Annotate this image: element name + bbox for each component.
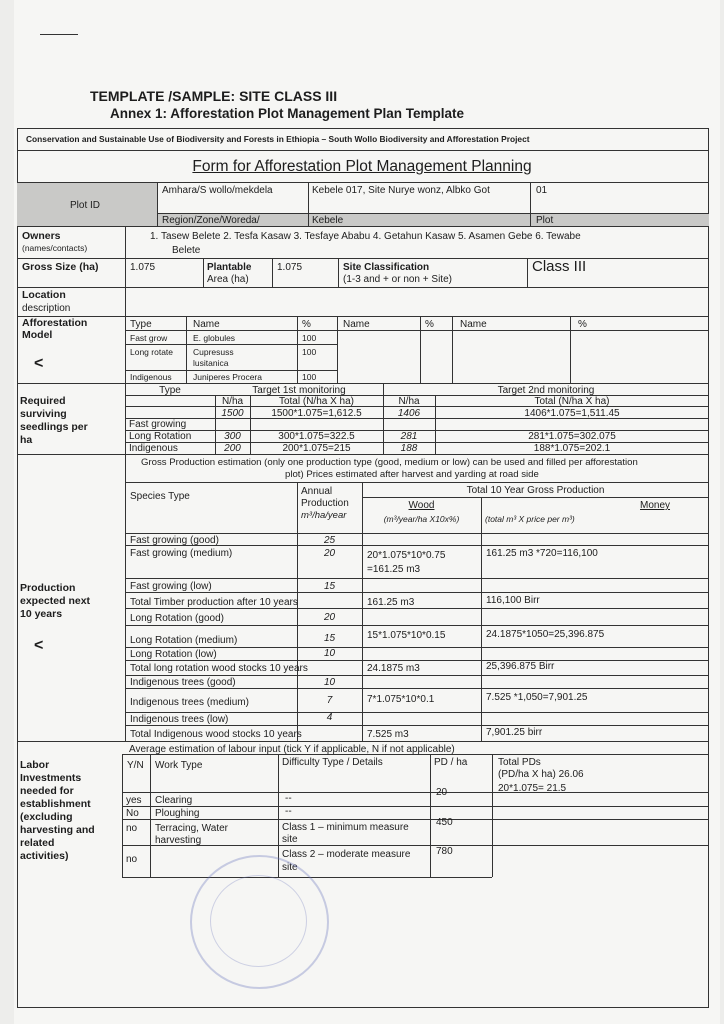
total-row: Total Timber production after 10 years [130, 597, 298, 608]
labor-pd: 780 [436, 846, 453, 857]
target-1-header: Target 1st monitoring [252, 385, 346, 396]
annual-value: 10 [323, 677, 336, 688]
rule [530, 182, 531, 226]
wood-calc-result: =161.25 m3 [367, 564, 421, 575]
rule [17, 316, 709, 317]
seedlings-type: Long Rotation [129, 431, 192, 442]
seedlings-type-header: Type [159, 385, 181, 396]
rule [527, 258, 528, 287]
rule [17, 182, 709, 183]
plantable-unit: Area (ha) [207, 274, 249, 285]
rule [125, 608, 709, 609]
wood-total: 161.25 m3 [367, 597, 415, 608]
wood-calc: 7*1.075*10*0.1 [367, 694, 435, 705]
yn-header: Y/N [127, 760, 144, 771]
total-2-header: Total (N/ha X ha) [534, 396, 610, 407]
wood-formula-header: (m³/year/ha X10x%) [383, 514, 460, 524]
annual-header-cont: Production [301, 498, 349, 509]
rule [570, 316, 571, 383]
rule [17, 454, 709, 455]
total-pd-calc: 20*1.075= 21.5 [498, 783, 567, 794]
seedlings-n2: 281 [400, 431, 418, 442]
annual-value: 20 [323, 548, 336, 559]
model-pct-header-2: % [425, 319, 434, 330]
rule [337, 316, 338, 383]
location-label: Location [22, 289, 66, 301]
labor-work: Clearing [155, 795, 193, 806]
site-class-label: Site Classification [343, 262, 430, 273]
official-stamp-inner [210, 875, 307, 967]
wood-calc: 20*1.075*10*0.75 [367, 550, 446, 561]
rule [157, 213, 709, 214]
difficulty-header: Difficulty Type / Details [282, 757, 383, 768]
labor-pd: 450 [436, 817, 453, 828]
labor-difficulty: -- [285, 793, 292, 804]
money-total: 25,396.875 Birr [486, 661, 555, 672]
kebele-label: Kebele [312, 215, 344, 226]
model-name-header-2: Name [343, 319, 370, 330]
money-total: 7,901.25 birr [486, 727, 543, 738]
species-row: Indigenous trees (medium) [130, 697, 249, 708]
rule [308, 182, 309, 226]
labor-pd: 20 [436, 787, 448, 798]
annex-heading: Annex 1: Afforestation Plot Management Plan Template [110, 106, 465, 121]
labor-yn: yes [126, 795, 142, 806]
rule [452, 316, 453, 383]
rule [338, 258, 339, 287]
rule [420, 316, 421, 383]
region-value: Amhara/S wollo/mekdela [162, 185, 273, 196]
labor-difficulty: Class 1 – minimum measure [282, 822, 409, 833]
seedlings-n2: 1406 [397, 408, 421, 419]
wood-header: Wood [408, 500, 435, 511]
site-class-sub: (1-3 and + or non + Site) [343, 274, 452, 285]
labor-note: Average estimation of labour input (tick Y if applicable, N if not applicable) [129, 744, 455, 755]
work-type-header: Work Type [155, 760, 203, 771]
model-pct-header-3: % [578, 319, 587, 330]
seedlings-label: seedlings per [20, 421, 88, 433]
money-header: Money [640, 500, 671, 511]
species-row: Indigenous trees (low) [130, 714, 229, 725]
rule [272, 258, 273, 287]
rule [125, 647, 709, 648]
location-sublabel: description [22, 303, 71, 314]
plot-id-label: Plot ID [70, 200, 101, 211]
margin-mark: < [34, 637, 44, 654]
money-calc: 24.1875*1050=25,396.875 [486, 629, 605, 640]
labor-work-cont: harvesting [155, 835, 202, 846]
rule [125, 578, 709, 579]
annual-value: 10 [323, 648, 336, 659]
form-title: Form for Afforestation Plot Management Planning [192, 158, 532, 175]
plot-number: 01 [536, 185, 548, 196]
model-species: Juniperes Procera [193, 372, 262, 382]
owners-list: 1. Tasew Belete 2. Tesfa Kasaw 3. Tesfaye Ababu 4. Getahun Kasaw 5. Asamen Gebe 6. Tewabe [150, 231, 581, 242]
seedlings-total1: 300*1.075=322.5 [278, 431, 355, 442]
rule [122, 819, 709, 820]
model-type: Fast grow [130, 333, 168, 343]
total-pd-sub: (PD/ha X ha) 26.06 [498, 769, 584, 780]
seedlings-type: Fast growing [129, 419, 187, 430]
annual-value: 4 [326, 712, 333, 723]
plantable-value: 1.075 [277, 262, 303, 273]
species-row: Fast growing (medium) [130, 548, 233, 559]
wood-total: 24.1875 m3 [367, 663, 420, 674]
annual-value: 15 [323, 633, 336, 644]
model-pct-header: % [302, 319, 311, 330]
species-row: Fast growing (low) [130, 581, 212, 592]
species-row: Long Rotation (low) [130, 649, 217, 660]
seedlings-label: Required [20, 395, 66, 407]
rule [125, 660, 709, 661]
seedlings-total2: 281*1.075=302.075 [528, 431, 616, 442]
owners-sublabel: (names/contacts) [22, 243, 88, 253]
rule [122, 806, 709, 807]
rule [122, 792, 709, 793]
plot-label: Plot [536, 215, 554, 226]
rule [125, 656, 126, 741]
seedlings-total1: 200*1.075=215 [282, 443, 351, 454]
rule [122, 754, 123, 877]
model-species: E. globules [193, 333, 236, 343]
rule [122, 754, 709, 755]
total-1-header: Total (N/ha X ha) [278, 396, 355, 407]
labor-label: establishment [20, 798, 91, 810]
rule [17, 741, 709, 742]
seedlings-total2: 1406*1.075=1,511.45 [524, 408, 620, 419]
rule [157, 182, 158, 226]
labor-work: Ploughing [155, 808, 200, 819]
rule [362, 497, 709, 498]
seedlings-n2: 188 [400, 443, 418, 454]
annual-header: Annual [301, 486, 333, 497]
rule [125, 344, 337, 345]
rule [17, 287, 709, 288]
rule [150, 754, 151, 877]
model-label: Afforestation [22, 317, 88, 329]
model-type-header: Type [130, 319, 152, 330]
rule [17, 383, 709, 384]
seedlings-total1: 1500*1.075=1,612.5 [271, 408, 362, 419]
production-note: Gross Production estimation (only one production type (good, medium or low) can be used and filled per afforestation [141, 457, 638, 468]
production-label: expected next [20, 595, 91, 607]
rule [125, 482, 709, 483]
rule [492, 754, 493, 877]
species-type-header: Species Type [130, 491, 190, 502]
site-class-value: Class III [532, 258, 587, 275]
nha-header: N/ha [221, 396, 244, 407]
labor-difficulty-cont: site [282, 834, 298, 845]
rule [17, 258, 709, 259]
rule [125, 330, 709, 331]
seedlings-type: Indigenous [129, 443, 178, 454]
production-label: 10 years [20, 608, 63, 620]
species-row: Long Rotation (good) [130, 613, 224, 624]
labor-difficulty: Class 2 – moderate measure [282, 849, 411, 860]
rule [125, 592, 709, 593]
labor-label: Labor [20, 759, 50, 771]
species-row: Fast growing (good) [130, 535, 219, 546]
rule [481, 497, 482, 741]
pen-mark [40, 34, 78, 35]
species-row: Long Rotation (medium) [130, 635, 238, 646]
gross-size-value: 1.075 [130, 262, 156, 273]
seedlings-total2: 188*1.075=202.1 [533, 443, 611, 454]
region-label: Region/Zone/Woreda/ [162, 215, 260, 226]
rule [125, 688, 709, 689]
model-species: Cupresuss [193, 347, 234, 357]
labor-label: needed for [20, 785, 74, 797]
labor-yn: No [126, 808, 139, 819]
money-total: 116,100 Birr [486, 595, 540, 606]
labor-label: activities) [20, 850, 69, 862]
seedlings-n1: 300 [224, 431, 241, 442]
labor-label: Investments [20, 772, 82, 784]
target-2-header: Target 2nd monitoring [497, 385, 595, 396]
total-pd-header: Total PDs [498, 757, 541, 768]
seedlings-label: surviving [20, 408, 67, 420]
production-note-cont: plot) Prices estimated after harvest and yarding at road side [285, 469, 539, 480]
labor-work: Terracing, Water [155, 823, 228, 834]
wood-calc: 15*1.075*10*0.15 [367, 630, 446, 641]
total-production-header: Total 10 Year Gross Production [466, 485, 605, 496]
rule [125, 370, 337, 371]
model-species-cont: lusitanica [193, 358, 229, 368]
rule [125, 675, 709, 676]
labor-yn: no [126, 823, 138, 834]
form-frame [17, 128, 709, 1008]
money-formula-header: (total m³ X price per m³) [485, 514, 575, 524]
owners-list-cont: Belete [172, 245, 201, 256]
gross-size-label: Gross Size (ha) [22, 261, 99, 273]
wood-total: 7.525 m3 [367, 729, 409, 740]
total-row: Total Indigenous wood stocks 10 years [130, 729, 302, 740]
money-calc: 7.525 *1,050=7,901.25 [486, 692, 588, 703]
total-row: Total long rotation wood stocks 10 years [130, 663, 308, 674]
owners-label: Owners [22, 230, 61, 242]
rule [203, 258, 204, 287]
model-type: Long rotate [130, 347, 174, 357]
rule [17, 150, 709, 151]
model-name-header-3: Name [460, 319, 487, 330]
seedlings-n1: 200 [224, 443, 241, 454]
rule [125, 533, 709, 534]
labor-label: harvesting and [20, 824, 95, 836]
rule [186, 316, 187, 383]
annual-value: 7 [326, 695, 333, 706]
kebele-value: Kebele 017, Site Nurye wonz, Albko Got [312, 185, 490, 196]
rule [125, 625, 709, 626]
plantable-label: Plantable [207, 262, 252, 273]
rule [122, 845, 709, 846]
labor-label: (excluding [20, 811, 73, 823]
annual-unit: m³/ha/year [301, 510, 347, 521]
model-name-header: Name [193, 319, 220, 330]
rule [17, 226, 709, 227]
labor-yn: no [126, 854, 138, 865]
labor-difficulty: -- [285, 806, 292, 817]
production-label: Production [20, 582, 76, 594]
money-calc: 161.25 m3 *720=116,100 [486, 548, 598, 559]
annual-value: 15 [323, 581, 336, 592]
project-title: Conservation and Sustainable Use of Biodiversity and Forests in Ethiopia – South Wollo Biodiversity and Afforestation Project [26, 134, 530, 144]
annual-value: 20 [323, 612, 336, 623]
rule [125, 712, 709, 713]
labor-label: related [20, 837, 55, 849]
labor-difficulty-cont: site [282, 862, 298, 873]
seedlings-label: ha [20, 434, 33, 446]
model-pct: 100 [302, 333, 317, 343]
model-pct: 100 [302, 372, 317, 382]
model-label-cont: Model [22, 329, 53, 341]
species-row: Indigenous trees (good) [130, 677, 236, 688]
rule [430, 754, 431, 877]
pd-header: PD / ha [434, 757, 468, 768]
template-heading: TEMPLATE /SAMPLE: SITE CLASS III [90, 88, 338, 104]
annual-value: 25 [323, 535, 336, 546]
rule [297, 316, 298, 383]
model-pct: 100 [302, 347, 317, 357]
seedlings-n1: 1500 [221, 408, 244, 419]
margin-mark: < [34, 355, 44, 372]
model-type: Indigenous [130, 372, 172, 382]
nha-header-2: N/ha [398, 396, 420, 407]
rule [125, 725, 709, 726]
